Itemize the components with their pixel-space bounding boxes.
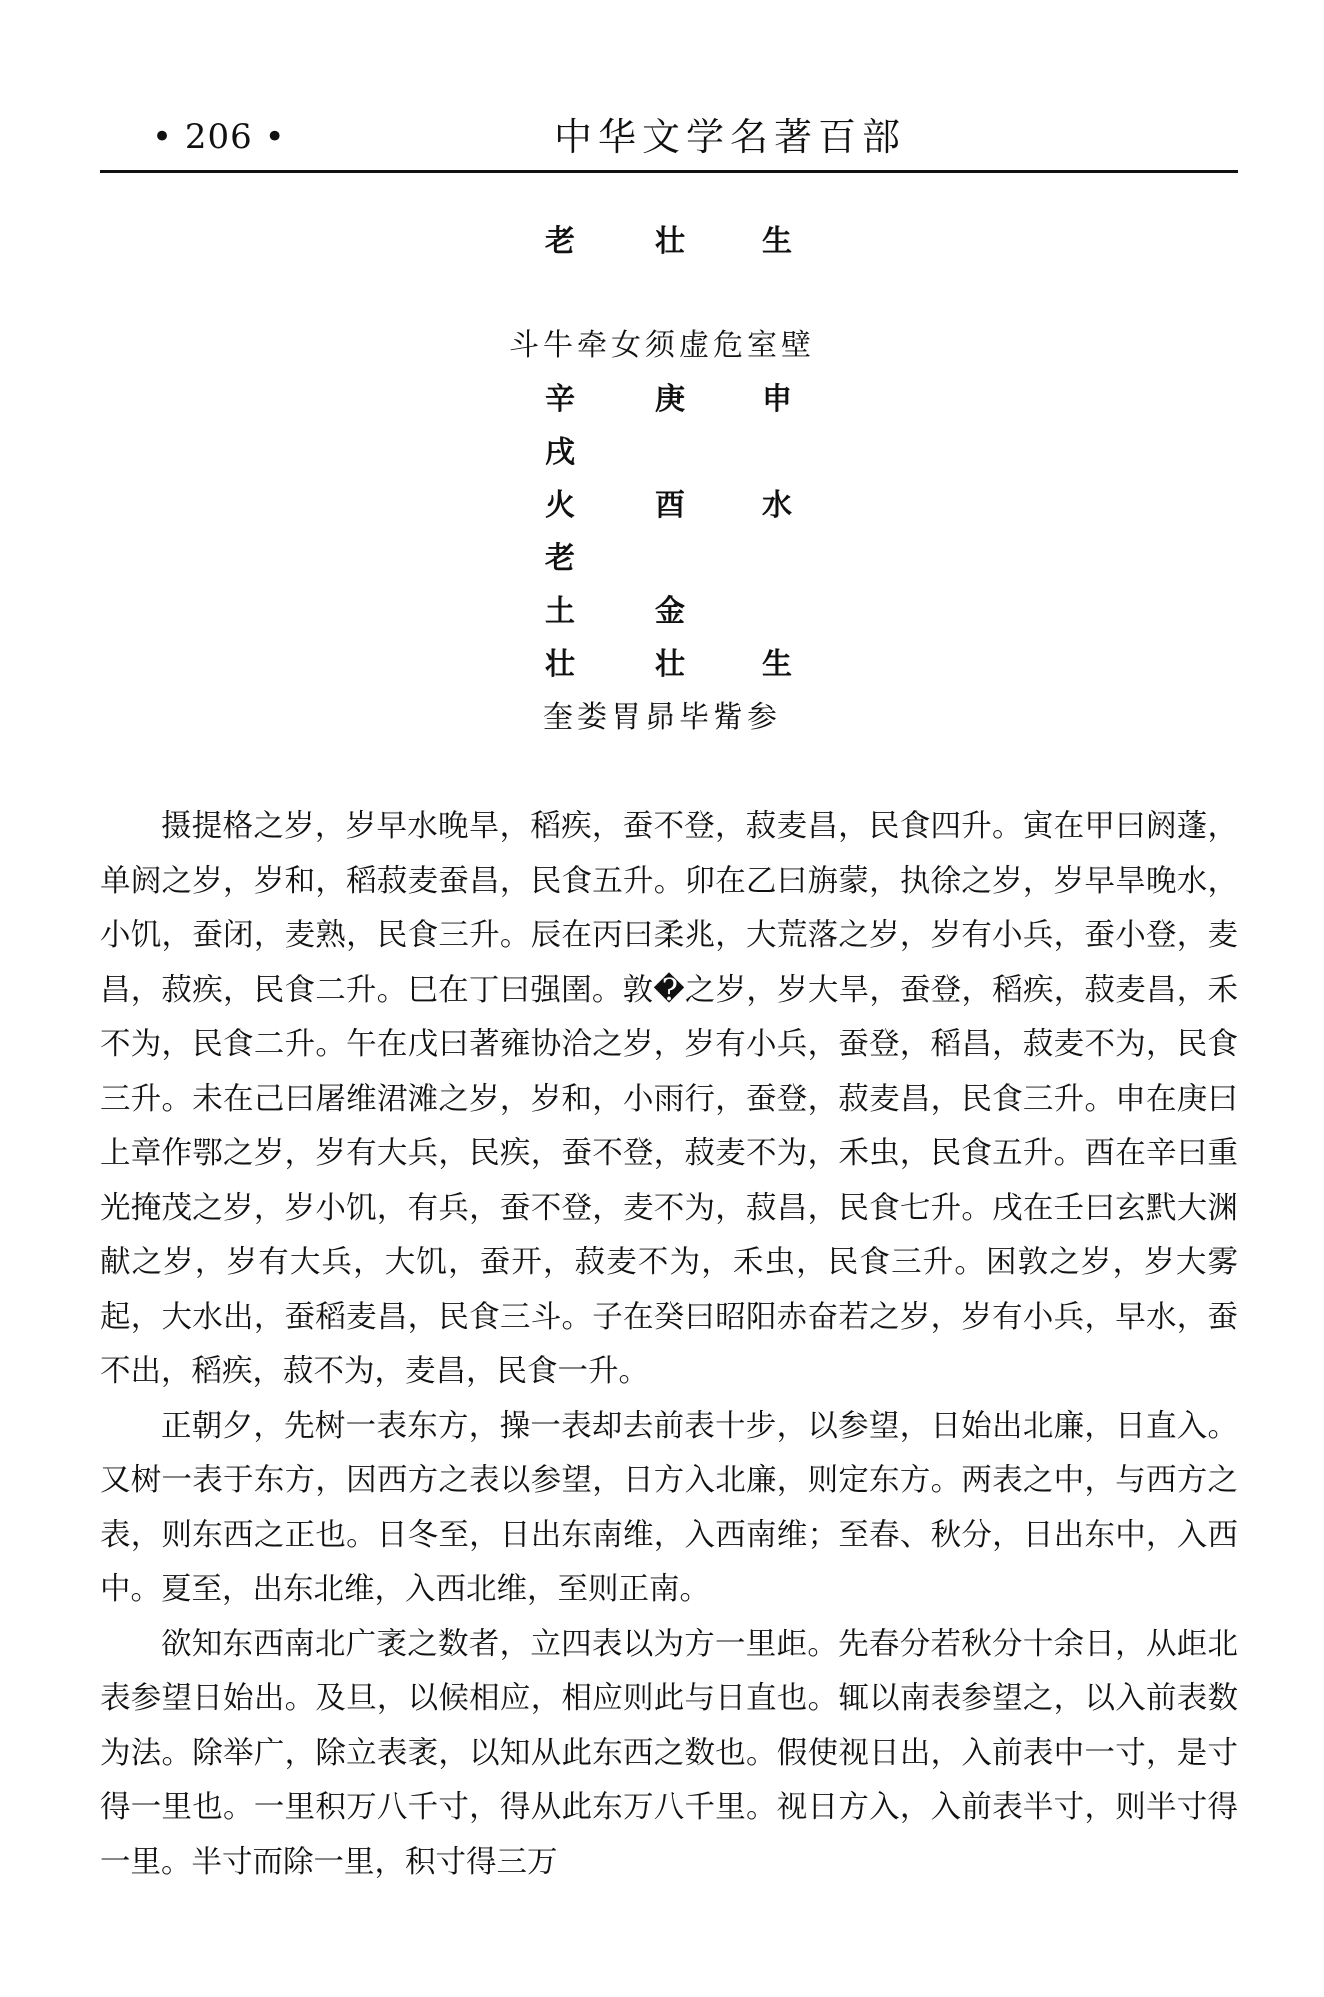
diagram-cell: 壮 [545,647,575,682]
diagram-cell: 金 [655,594,685,629]
diagram-cell: 申 [762,382,792,417]
diagram-cell: 戌 [545,435,575,470]
page-number: • 206 • [152,117,286,157]
paragraph: 正朝夕，先树一表东方，操一表却去前表十步，以参望，日始出北廉，日直入。又树一表于东方，因西方之表以参望，日方入北廉，则定东方。两表之中，与西方之表，则东西之正也。日冬至，日出东南维，入西南维；至春、秋分，日出东中，入西中。夏至，出东北维，入西北维，至则正南。 [100,1408,1238,1607]
page-header [100,112,1238,172]
paragraph: 摄提格之岁，岁早水晚旱，稻疾，蚕不登，菽麦昌，民食四升。寅在甲曰阏蓬，单阏之岁，岁和，稻菽麦蚕昌，民食五升。卯在乙曰旃蒙，执徐之岁，岁早旱晚水，小饥，蚕闭，麦熟，民食三升。辰在丙曰柔兆，大荒落之岁，岁有小兵，蚕小登，麦昌，菽疾，民食二升。巳在丁曰强圉。敦�之岁，岁大旱，蚕登，稻疾，菽麦昌，禾不为，民食二升。午在戊曰著雍协洽之岁，岁有小兵，蚕登，稻昌，菽麦不为，民食三升。未在己曰屠维涒滩之岁，岁和，小雨行，蚕登，菽麦昌，民食三升。申在庚曰上章作鄂之岁，岁有大兵，民疾，蚕不登，菽麦不为，禾虫，民食五升。酉在辛曰重光掩茂之岁，岁小饥，有兵，蚕不登，麦不为，菽昌，民食七升。戌在壬曰玄黓大渊献之岁，岁有大兵，大饥，蚕开，菽麦不为，禾虫，民食三升。困敦之岁，岁大雾起，大水出，蚕稻麦昌，民食三斗。子在癸曰昭阳赤奋若之岁，岁有小兵，早水，蚕不出，稻疾，菽不为，麦昌，民食一升。 [100,809,1238,1389]
body-text [100,800,1238,1890]
top-mansions: 斗牛牵女须虚危室壁 [509,328,815,363]
diagram-title-cell: 壮 [655,224,685,259]
diagram-title-cell: 生 [762,224,792,259]
book-title: 中华文学名著百部 [553,115,906,159]
diagram-cell: 生 [762,647,792,682]
diagram-cell: 庚 [655,382,685,417]
diagram-cell: 土 [545,594,575,629]
diagram-cell: 辛 [545,382,575,417]
diagram-cell: 壮 [655,647,685,682]
header-rule [100,170,1238,173]
bottom-mansions: 奎娄胃昴毕觜参 [543,700,781,735]
diagram-cell: 酉 [655,488,685,523]
diagram-title-cell: 老 [545,224,575,259]
diagram-cell: 火 [545,488,575,523]
diagram-cell: 水 [762,488,792,523]
paragraph: 欲知东西南北广袤之数者，立四表以为方一里歫。先春分若秋分十余日，从歫北表参望日始出。及旦，以候相应，相应则此与日直也。辄以南表参望之，以入前表数为法。除举广，除立表袤，以知从此东西之数也。假使视日出，入前表中一寸，是寸得一里也。一里积万八千寸，得从此东万八千里。视日方入，入前表半寸，则半寸得一里。半寸而除一里，积寸得三万 [100,1626,1238,1880]
diagram-cell: 老 [545,541,575,576]
